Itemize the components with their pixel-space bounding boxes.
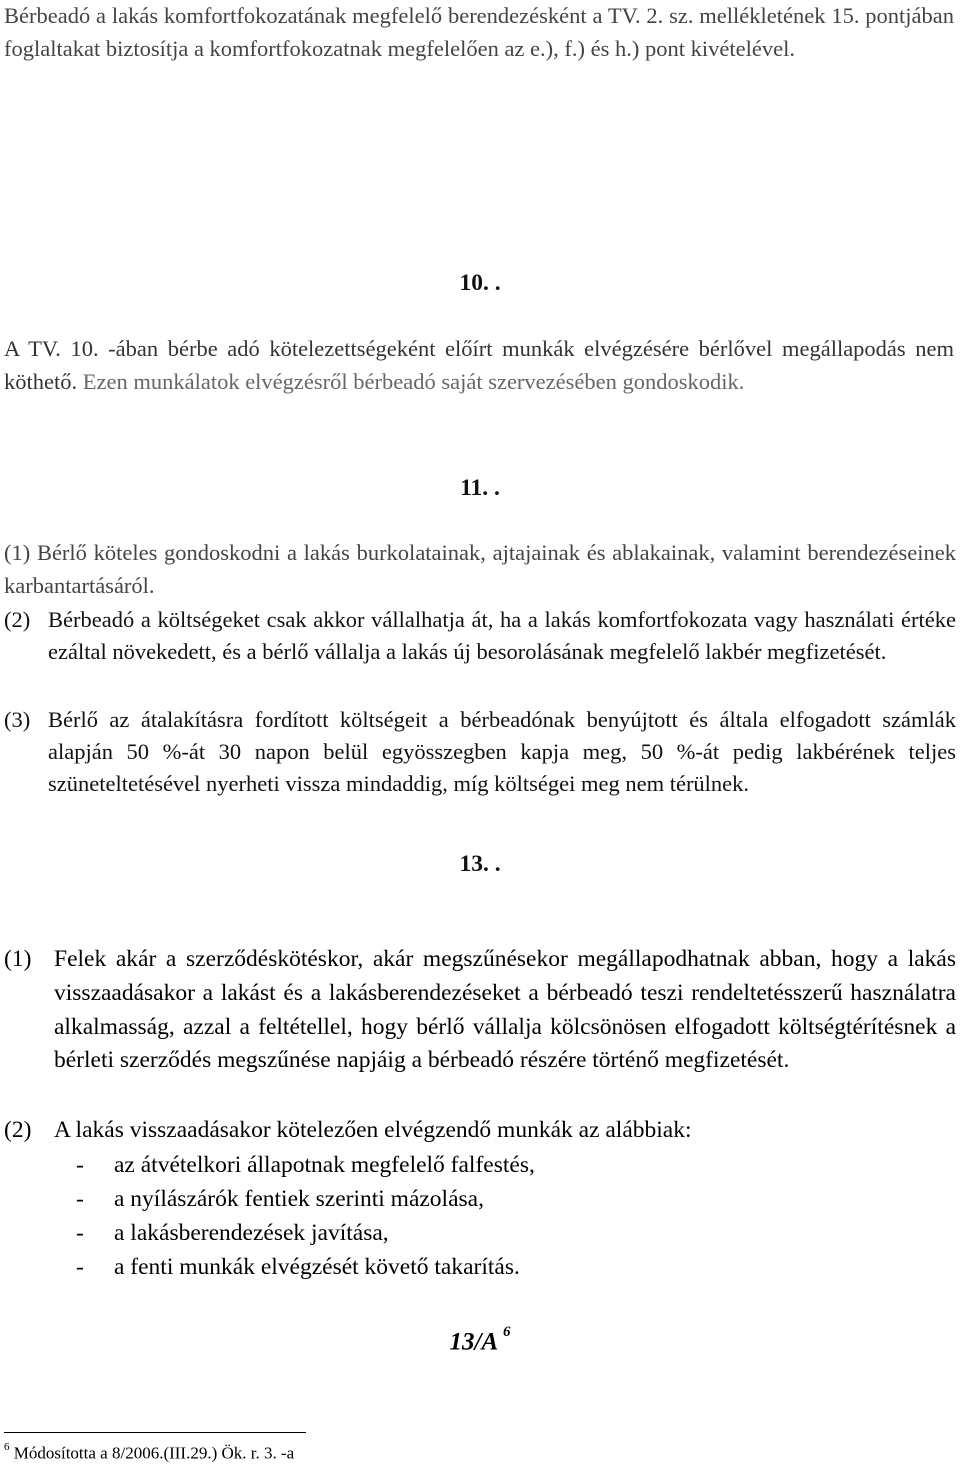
point-label: (1) — [4, 540, 31, 565]
point-label: (2) — [4, 607, 31, 632]
section-13-point-2 — [4, 1114, 956, 1148]
section-11-point-2 — [4, 604, 956, 668]
point-text: Bérlő köteles gondoskodni a lakás burkolatainak, ajtajainak és ablakainak, valamint berendezéseinek karbantartásáról. — [4, 540, 956, 598]
section-10-text-2: Ezen munkálatok elvégzésről bérbeadó saját szervezésében gondoskodik. — [77, 368, 745, 394]
list-item-text: a lakásberendezések javítása, — [114, 1220, 389, 1246]
list-item-text: a nyílászárók fentiek szerinti mázolása, — [114, 1186, 484, 1212]
section-10-heading: 10. . — [459, 270, 501, 296]
section-11-point-1 — [4, 537, 956, 602]
section-11-point-3 — [4, 704, 956, 800]
dash-bullet: - — [76, 1220, 84, 1246]
dash-bullet: - — [76, 1152, 84, 1178]
dash-bullet: - — [76, 1254, 84, 1280]
list-item — [76, 1216, 389, 1250]
section-11-heading: 11. . — [460, 475, 500, 501]
footnote-reference: 6 — [503, 1324, 511, 1340]
point-text: Bérbeadó a költségeket csak akkor vállalhatja át, ha a lakás komfortfokozata vagy használati értéke ezáltal növekedett, és a bérlő vállalja a lakás új besorolásának megfelelő lakbér megfizetését. — [48, 607, 956, 664]
list-item-text: a fenti munkák elvégzését követő takarítás. — [114, 1254, 520, 1280]
section-13a-heading — [0, 1318, 960, 1360]
section-13a-title: 13/A — [449, 1328, 503, 1356]
point-label: (3) — [4, 707, 31, 732]
list-item — [76, 1182, 484, 1216]
section-13-heading: 13. . — [459, 851, 501, 877]
list-item — [76, 1250, 520, 1284]
intro-paragraph — [4, 0, 954, 65]
point-text: Bérlő az átalakításra fordított költségeit a bérbeadónak benyújtott és általa elfogadott számlák alapján 50 %-át 30 napon belül egyösszegben kapja meg, 50 %-át pedig lakbérének teljes szüneteltetésével nyerheti vissza mindaddig, míg költségei meg nem térülnek. — [48, 707, 956, 796]
footnote-text: Módosította a 8/2006.(III.29.) Ök. r. 3. -a — [9, 1443, 295, 1463]
list-item-text: az átvételkori állapotnak megfelelő falfestés, — [114, 1152, 535, 1178]
intro-text: Bérbeadó a lakás komfortfokozatának megfelelő berendezésként a TV. 2. sz. mellékletének 15. pontjában foglaltakat biztosítja a komfortfokozatnak megfelelően az e.), f.) és h.) pont kivételével. — [4, 3, 954, 61]
list-item — [76, 1148, 535, 1182]
section-10-text-1: A TV. 10. -ában bérbe adó kötelezettségeként előírt munkák elvégzésére bérlővel megállapodás nem köthető. — [4, 336, 954, 394]
section-10-paragraph — [4, 333, 954, 398]
footnote-mark: 6 — [4, 1441, 10, 1453]
point-label: (2) — [4, 1117, 32, 1143]
point-text: Felek akár a szerződéskötéskor, akár megszűnésekor megállapodhatnak abban, hogy a lakás visszaadásakor a lakást és a lakásberendezéseket a bérbeadó teszi rendeltetésszerű használatra alkalmasság, azzal a feltétellel, hogy bérlő vállalja kölcsönösen elfogadott költségtérítésnek a bérleti szerződés megszűnése napjáig a bérbeadó részére történő megfizetését. — [54, 946, 956, 1074]
footnote — [4, 1438, 294, 1465]
section-13-point-1 — [4, 943, 956, 1078]
dash-bullet: - — [76, 1186, 84, 1212]
point-text: A lakás visszaadásakor kötelezően elvégzendő munkák az alábbiak: — [54, 1117, 692, 1143]
footnote-separator — [4, 1432, 306, 1433]
point-label: (1) — [4, 946, 32, 972]
